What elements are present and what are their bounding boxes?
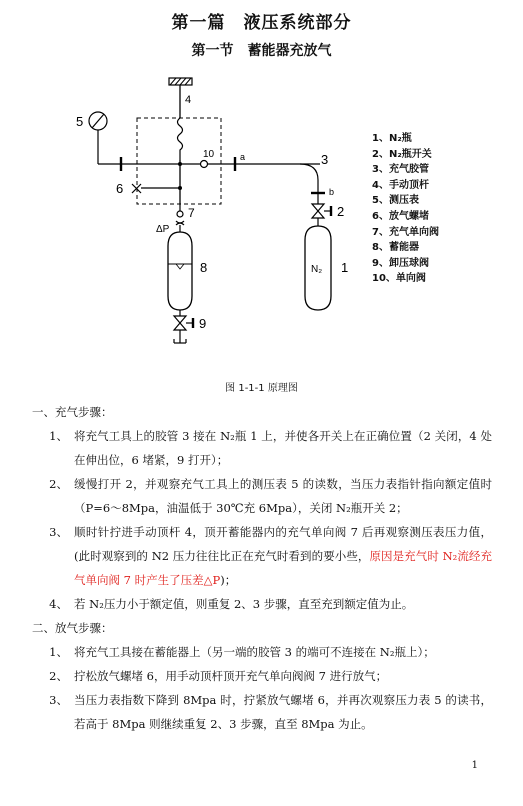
push-rod-spring [178, 118, 183, 160]
legend-item: 1、N₂瓶 [372, 133, 412, 144]
step-text-end: )； [220, 573, 237, 587]
legend-item: 5、测压表 [372, 195, 419, 207]
step-text: 将充气工具接在蓄能器上（另一端的胶管 3 的端可不连接在 N₂瓶上）； [74, 645, 435, 659]
step-number: 2、 [49, 669, 68, 683]
step-number: 4、 [49, 597, 68, 611]
discharge-steps-list [32, 640, 492, 736]
step-text [74, 520, 492, 592]
step-number: 1、 [49, 429, 68, 443]
step-text: 当压力表指数下降到 8Mpa 时，拧紧放气螺堵 6，并再次观察压力表 5 的读书，若高于 8Mpa 则继续重复 2、3 步骤，直至 8Mpa 为止。 [74, 693, 492, 731]
label-3: 3 [321, 152, 329, 167]
step-number: 3、 [49, 525, 68, 539]
section-title: 第一节 蓄能器充放气 [191, 43, 332, 59]
page-number: 1 [471, 760, 478, 771]
legend-item: 4、手动顶杆 [372, 179, 429, 191]
label-6: 6 [116, 181, 124, 196]
n2-bottle-valve-symbol [312, 204, 331, 218]
charge-steps-list [32, 424, 492, 616]
accumulator-symbol [168, 232, 192, 310]
step-number: 3、 [49, 693, 68, 707]
step-text: 缓慢打开 2，并观察充气工具上的测压表 5 的读数，当压力表指针指向额定值时（P=6～8Mpa，油温低于 30℃充 6Mpa），关闭 N₂瓶开关 2； [74, 477, 492, 515]
step-text: 将充气工具上的胶管 3 接在 N₂瓶 1 上，并使各开关上在正确位置（2 关闭，4 处在伸出位，6 堵紧，9 打开）； [74, 429, 492, 467]
label-10: 10 [203, 149, 215, 160]
pressure-gauge-symbol [89, 112, 107, 164]
step-item [32, 640, 492, 664]
step-item [32, 688, 492, 736]
legend-item: 3、充气胶管 [372, 164, 429, 176]
tool-block-outline [137, 118, 221, 204]
check-valve-symbol [201, 161, 208, 168]
page-title: 第一篇 液压系统部分 [171, 13, 352, 33]
charge-check-valve-symbol [177, 211, 183, 217]
charging-hose [300, 164, 318, 204]
label-9: 9 [199, 316, 207, 331]
step-item [32, 472, 492, 520]
step-text: 若 N₂压力小于额定值，则重复 2、3 步骤，直至充到额定值为止。 [74, 597, 414, 611]
n2-label: N₂ [311, 264, 323, 275]
step-item [32, 424, 492, 472]
highlighted-reason: 原因是充气时 N₂流经充气单向阀 7 时产生了压差△P [74, 549, 492, 587]
document-body [32, 400, 492, 736]
legend-item: 2、N₂瓶开关 [372, 148, 432, 160]
label-b: b [329, 187, 335, 197]
legend-item: 10、单向阀 [372, 273, 426, 285]
step-text-part: 顺时针拧进手动顶杆 4，顶开蓄能器内的充气单向阀 7 后再观察测压表压力值，(此时观察到的 N2 压力往往比正在充气时看到的要小些， [74, 525, 492, 563]
step-item [32, 520, 492, 592]
legend-item: 7、充气单向阀 [372, 226, 439, 238]
label-1: 1 [341, 260, 349, 275]
label-5: 5 [76, 114, 84, 129]
label-4: 4 [185, 94, 192, 106]
label-7: 7 [188, 206, 195, 220]
fixed-support-symbol [169, 78, 192, 85]
step-number: 2、 [49, 477, 68, 491]
legend-item: 6、放气螺堵 [372, 210, 429, 222]
step-text: 拧松放气螺堵 6，用手动顶杆顶开充气单向阀阀 7 进行放气； [74, 669, 388, 683]
schematic-diagram [0, 70, 523, 380]
step-item [32, 664, 492, 688]
delta-p-label: ΔP [156, 224, 170, 235]
step-item [32, 592, 492, 616]
legend-item: 9、卸压球阀 [372, 257, 429, 269]
legend-item: 8、蓄能器 [372, 242, 419, 254]
label-2: 2 [337, 204, 345, 219]
label-a: a [240, 152, 246, 162]
discharge-steps-heading: 二、放气步骤： [32, 621, 113, 635]
figure-caption: 图 1-1-1 原理图 [225, 383, 298, 394]
step-number: 1、 [49, 645, 68, 659]
charge-steps-heading: 一、充气步骤： [32, 405, 113, 419]
diagram-legend [372, 131, 439, 287]
relief-ball-valve-symbol [174, 316, 193, 343]
label-8: 8 [200, 260, 208, 275]
